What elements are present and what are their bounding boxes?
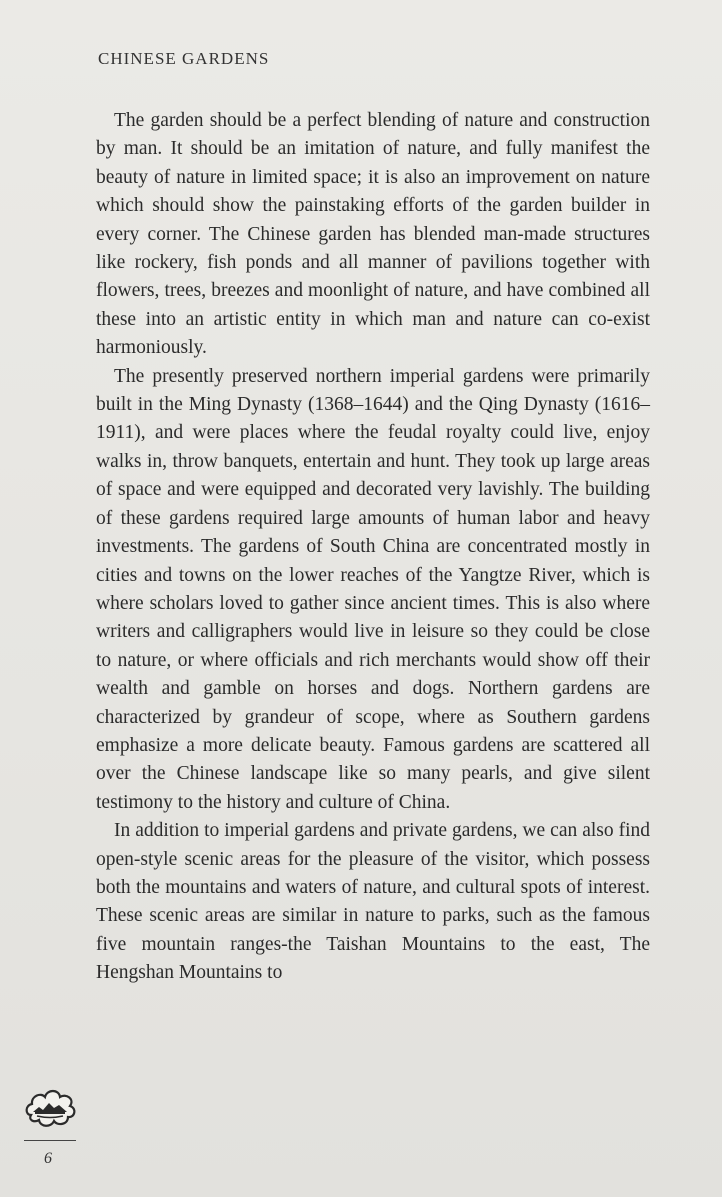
paragraph-3: In addition to imperial gardens and private gardens, we can also find open-style scenic areas for the pleasure of the visitor, which possess both the mountains and waters of nature, and cultural spots of interest. These scenic areas are similar in nature to parks, such as the famous five mountain ranges-the Taishan Mountains to the east, The Hengshan Mountains to [96, 820, 650, 984]
page-number: 6 [44, 1150, 52, 1167]
garden-landscape-emblem-icon [23, 1085, 77, 1131]
running-head-title: CHINESE GARDENS [98, 49, 270, 68]
paragraph-2: The presently preserved northern imperial gardens were primarily built in the Ming Dynasty (1368–1644) and the Qing Dynasty (1616–1911), and were places where the feudal royalty could live, enjoy walks in, throw banquets, entertain and hunt. They took up large areas of space and were equipped and decorated very lavishly. The building of these gardens required large amounts of human labor and heavy investments. The gardens of South China are concentrated mostly in cities and towns on the lower reaches of the Yangtze River, which is where scholars loved to gather since ancient times. This is also where writers and calligraphers would live in leisure so they could be close to nature, or where officials and rich merchants would show off their wealth and gamble on horses and dogs. Northern gardens are characterized by grandeur of scope, where as Southern gardens emphasize a more delicate beauty. Famous gardens are scattered all over the Chinese landscape like so many pearls, and give silent testimony to the history and culture of China. [96, 365, 650, 813]
footer-rule [24, 1140, 76, 1141]
body-text [96, 107, 650, 988]
paragraph-1: The garden should be a perfect blending of nature and construction by man. It should be an imitation of nature, and fully manifest the beauty of nature in limited space; it is also an improvement on nature which should show the painstaking efforts of the garden builder in every corner. The Chinese garden has blended man-made structures like rockery, fish ponds and all manner of pavilions together with flowers, trees, breezes and moonlight of nature, and have combined all these into an artistic entity in which man and nature can co-exist harmoniously. [96, 110, 650, 359]
